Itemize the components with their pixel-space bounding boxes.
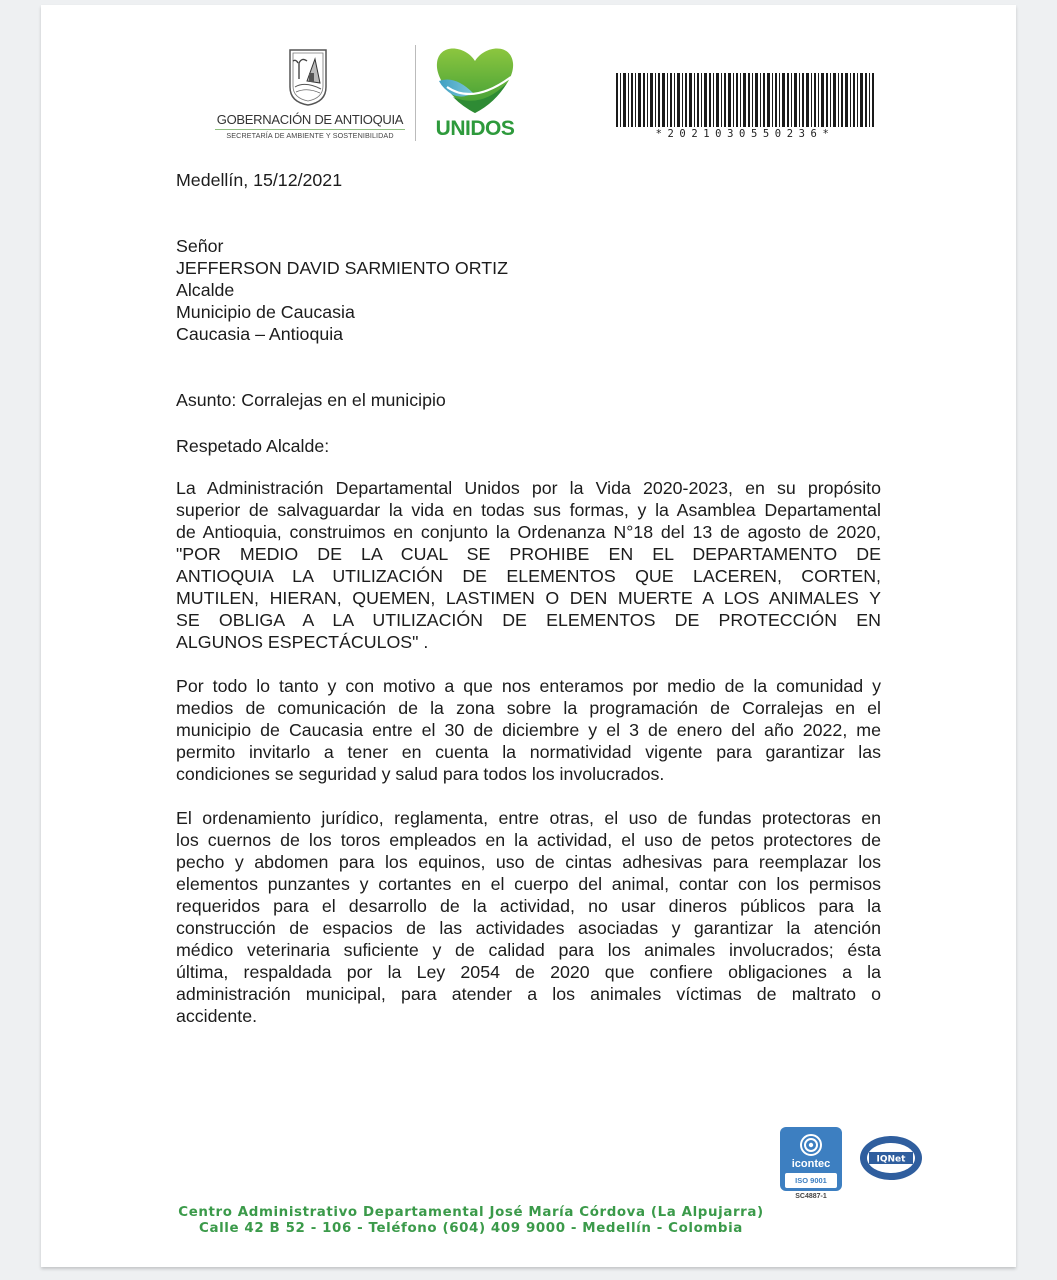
- addressee-block: [176, 235, 508, 345]
- footer-address-line1: Centro Administrativo Departamental José María Córdova (La Alpujarra): [178, 1205, 764, 1220]
- paragraph-line: municipio de Caucasia entre el 30 de diciembre y el 3 de enero del año 2022, me: [176, 720, 881, 740]
- paragraph-line: construcción de espacios de las actividades asociadas y garantizar la atención: [176, 918, 881, 938]
- letterhead: [41, 5, 1016, 155]
- icontec-name: icontec: [791, 1158, 831, 1170]
- document-page: [41, 5, 1016, 1267]
- paragraph-line: SE OBLIGA A LA UTILIZACIÓN DE ELEMENTOS DE PROTECCIÓN EN: [176, 610, 881, 630]
- paragraph-line: permito invitarlo a tener en cuenta la normatividad vigente para garantizar las: [176, 742, 881, 762]
- paragraph-line: administración municipal, para atender a los animales víctimas de maltrato o: [176, 984, 881, 1004]
- gobernacion-name: GOBERNACIÓN DE ANTIOQUIA: [215, 112, 405, 130]
- iqnet-seal-icon: [859, 1135, 923, 1181]
- paragraph-line: ANTIOQUIA LA UTILIZACIÓN DE ELEMENTOS QUE LACEREN, CORTEN,: [176, 566, 881, 586]
- barcode-number: *2021030550236*: [655, 128, 835, 140]
- footer-address-line2: Calle 42 B 52 - 106 - Teléfono (604) 409 9000 - Medellín - Colombia: [199, 1221, 743, 1236]
- addressee-position: Alcalde: [176, 280, 235, 300]
- paragraph-line: última, respaldada por la Ley 2054 de 2020 que confiere obligaciones a la: [176, 962, 881, 982]
- addressee-title: Señor: [176, 236, 224, 256]
- salutation: Respetado Alcalde:: [176, 436, 330, 456]
- addressee-location: Caucasia – Antioquia: [176, 324, 344, 344]
- unidos-logo: [425, 43, 525, 148]
- iso-standard: ISO 9001: [785, 1173, 837, 1188]
- paragraph-ordenamiento: [176, 807, 881, 1027]
- paragraph-line: La Administración Departamental Unidos por la Vida 2020-2023, en su propósito: [176, 478, 881, 498]
- place-date: Medellín, 15/12/2021: [176, 170, 343, 190]
- paragraph-line: accidente.: [176, 1006, 258, 1026]
- addressee-name: JEFFERSON DAVID SARMIENTO ORTIZ: [176, 258, 508, 278]
- certification-seals: [780, 1125, 930, 1205]
- logo-divider: [415, 45, 416, 141]
- footer-address: [131, 1205, 811, 1237]
- paragraph-line: elementos punzantes y cortantes en el cuerpo del animal, contar con los permisos: [176, 874, 881, 894]
- paragraph-line: los cuernos de los toros empleados en la actividad, el uso de petos protectores de: [176, 830, 881, 850]
- paragraph-line: medios de comunicación de la zona sobre la programación de Corralejas en el: [176, 698, 881, 718]
- paragraph-line: médico veterinaria suficiente y de calidad para los animales involucrados; ésta: [176, 940, 881, 960]
- svg-text:IQNet: IQNet: [876, 1154, 906, 1165]
- paragraph-ordenanza: [176, 477, 881, 653]
- green-heart-icon: [433, 43, 517, 115]
- addressee-entity: Municipio de Caucasia: [176, 302, 355, 322]
- certificate-code: SC4887-1: [795, 1193, 827, 1200]
- icontec-spiral-icon: [799, 1133, 823, 1157]
- barcode-icon: [616, 73, 874, 127]
- icontec-seal: [780, 1127, 842, 1191]
- paragraph-line: "POR MEDIO DE LA CUAL SE PROHIBE EN EL DEPARTAMENTO DE: [176, 544, 881, 564]
- subject-line: Asunto: Corralejas en el municipio: [176, 390, 446, 410]
- coat-of-arms-icon: [287, 47, 329, 107]
- paragraph-line: superior de salvaguardar la vida en todas sus formas, y la Asamblea Departamental: [176, 500, 881, 520]
- paragraph-line: MUTILEN, HIERAN, QUEMEN, LASTIMEN O DEN MUERTE A LOS ANIMALES Y: [176, 588, 881, 608]
- paragraph-line: Por todo lo tanto y con motivo a que nos enteramos por medio de la comunidad y: [176, 676, 881, 696]
- paragraph-corralejas: [176, 675, 881, 785]
- secretaria-name: SECRETARÍA DE AMBIENTE Y SOSTENIBILIDAD: [226, 131, 394, 140]
- barcode: [616, 73, 874, 143]
- paragraph-line: ALGUNOS ESPECTÁCULOS" .: [176, 632, 429, 652]
- paragraph-line: de Antioquia, construimos en conjunto la Ordenanza N°18 del 13 de agosto de 2020,: [176, 522, 881, 542]
- paragraph-line: condiciones se seguridad y salud para todos los involucrados.: [176, 764, 665, 784]
- paragraph-line: El ordenamiento jurídico, reglamenta, entre otras, el uso de fundas protectoras en: [176, 808, 881, 828]
- paragraph-line: requeridos para el desarrollo de la actividad, no usar dineros públicos para la: [176, 896, 881, 916]
- unidos-wordmark: UNIDOS: [435, 117, 515, 140]
- paragraph-line: pecho y abdomen para los equinos, uso de cintas adhesivas para reemplazar los: [176, 852, 881, 872]
